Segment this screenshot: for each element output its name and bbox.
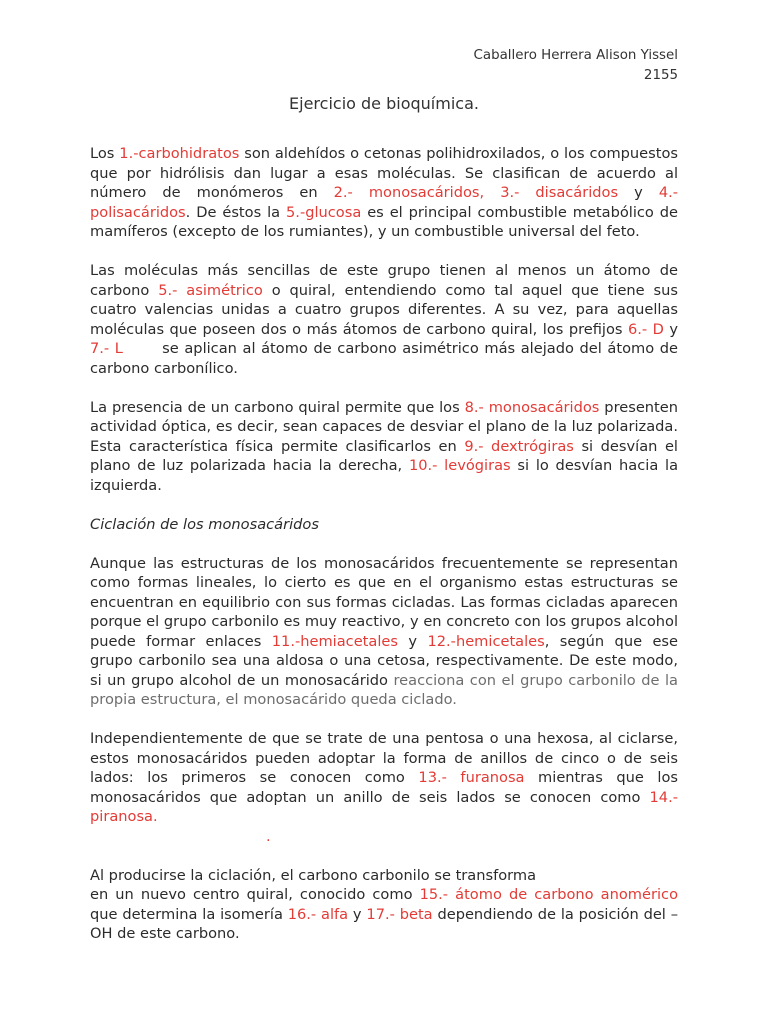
text: son aldehídos o cetonas polihidroxilados, o los compuestos que por hidrólisis dan lugar a esas moléculas. Se clasifican de acuerdo al número de monómeros en — [90, 145, 679, 201]
text: presenten actividad óptica, es decir, sean capaces de desviar el plano de la luz polarizada. Esta característica física permite clasificarlos en — [90, 398, 679, 455]
text: mientras que los monosacáridos que adoptan un anillo de seis lados se conocen como — [90, 769, 679, 806]
author-id: 2155 — [643, 68, 678, 83]
text: y — [398, 632, 428, 650]
paragraph-anomerico-line1 — [90, 866, 678, 886]
answer-11: 11.-hemiacetales — [271, 632, 398, 650]
answer-6: 6.- D — [627, 320, 664, 338]
text: Las moléculas más sencillas de este grupo tienen al menos un átomo de carbono — [90, 262, 678, 299]
text: que determina la isomería — [90, 905, 288, 923]
text: Aunque las estructuras de los monosacáridos frecuentemente se representan como formas lineales, lo cierto es que en el organismo estas estructuras se encuentran en equilibrio con sus formas cicladas. Las formas cicladas aparecen porque el grupo carbonilo es muy reactivo, y en concreto con los grupos alcohol puede formar enlaces — [90, 554, 678, 650]
text: La presencia de un carbono quiral permite que los — [90, 398, 465, 416]
paragraph-anomerico — [90, 885, 678, 944]
answer-16: 16.- alfa — [287, 905, 349, 923]
text: Al producirse la ciclación, el carbono carbonilo se transforma — [90, 866, 537, 884]
text: si desvían el plano de luz polarizada hacia la derecha, — [90, 437, 678, 474]
section-heading: Ciclación de los monosacáridos — [90, 515, 319, 533]
paragraph-carbono-quiral — [90, 261, 683, 378]
text: Independientemente de que se trate de una pentosa o una hexosa, al ciclarse, estos monosacáridos pueden adoptar la forma de anillos de cinco o de seis lados: los primeros se conocen como — [90, 730, 678, 786]
text: Los — [90, 145, 120, 162]
answer-5-glucosa: 5.-glucosa — [286, 203, 362, 221]
stray-mark: . — [266, 827, 271, 845]
text: y — [348, 905, 367, 923]
answer-2-3: 2.- monosacáridos, 3.- disacáridos — [333, 184, 619, 201]
paragraph-actividad-optica — [90, 398, 678, 496]
paragraph-ciclacion — [90, 554, 678, 710]
answer-13: 13.- furanosa — [418, 769, 525, 786]
text: y — [618, 184, 659, 201]
answer-5-asimetrico: 5.- asimétrico — [158, 281, 263, 299]
text: es el principal combustible metabólico de mamíferos (excepto de los rumiantes), y un combustible universal del feto. — [90, 203, 678, 240]
author-block — [474, 46, 678, 86]
answer-7: 7.- L — [90, 340, 123, 357]
answer-12: 12.-hemicetales — [427, 632, 545, 650]
answer-10: 10.- levógiras — [408, 457, 511, 474]
document-title: Ejercicio de bioquímica. — [289, 94, 479, 113]
document-body — [90, 144, 683, 963]
text: . De éstos la — [185, 203, 287, 221]
text: o quiral, entendiendo como tal aquel que tiene sus cuatro valencias unidas a cuatro grupos diferentes. A su vez, para aquellas moléculas que poseen dos o más átomos de carbono quiral, los prefijos — [90, 281, 678, 338]
text: se aplican al átomo de carbono asimétrico más alejado del átomo de carbono carbonílico. — [90, 340, 683, 377]
answer-15: 15.- átomo de carbono anomérico — [419, 886, 678, 903]
paragraph-anillos — [90, 729, 678, 827]
answer-8: 8.- monosacáridos — [464, 398, 600, 416]
answer-14: 14.-piranosa. — [90, 788, 678, 825]
text: si lo desvían hacia la izquierda. — [90, 457, 679, 494]
paragraph-carbohidratos — [90, 144, 678, 242]
author-name: Caballero Herrera Alison Yissel — [473, 48, 678, 63]
text: , según que ese grupo carbonilo sea una aldosa o una cetosa, respectivamente. De este modo, si un grupo alcohol de un monosacárido — [90, 632, 679, 689]
answer-4: 4.- polisacáridos — [90, 184, 679, 221]
text: dependiendo de la posición del –OH de este carbono. — [90, 905, 678, 942]
muted-text: reacciona con el grupo carbonilo de la propia estructura, el monosacárido queda ciclado. — [90, 671, 678, 708]
text: y — [663, 320, 678, 338]
text: en un nuevo centro quiral, conocido como — [90, 886, 420, 903]
answer-1: 1.-carbohidratos — [119, 145, 240, 162]
answer-9: 9.- dextrógiras — [464, 437, 574, 455]
answer-17: 17.- beta — [366, 905, 433, 923]
